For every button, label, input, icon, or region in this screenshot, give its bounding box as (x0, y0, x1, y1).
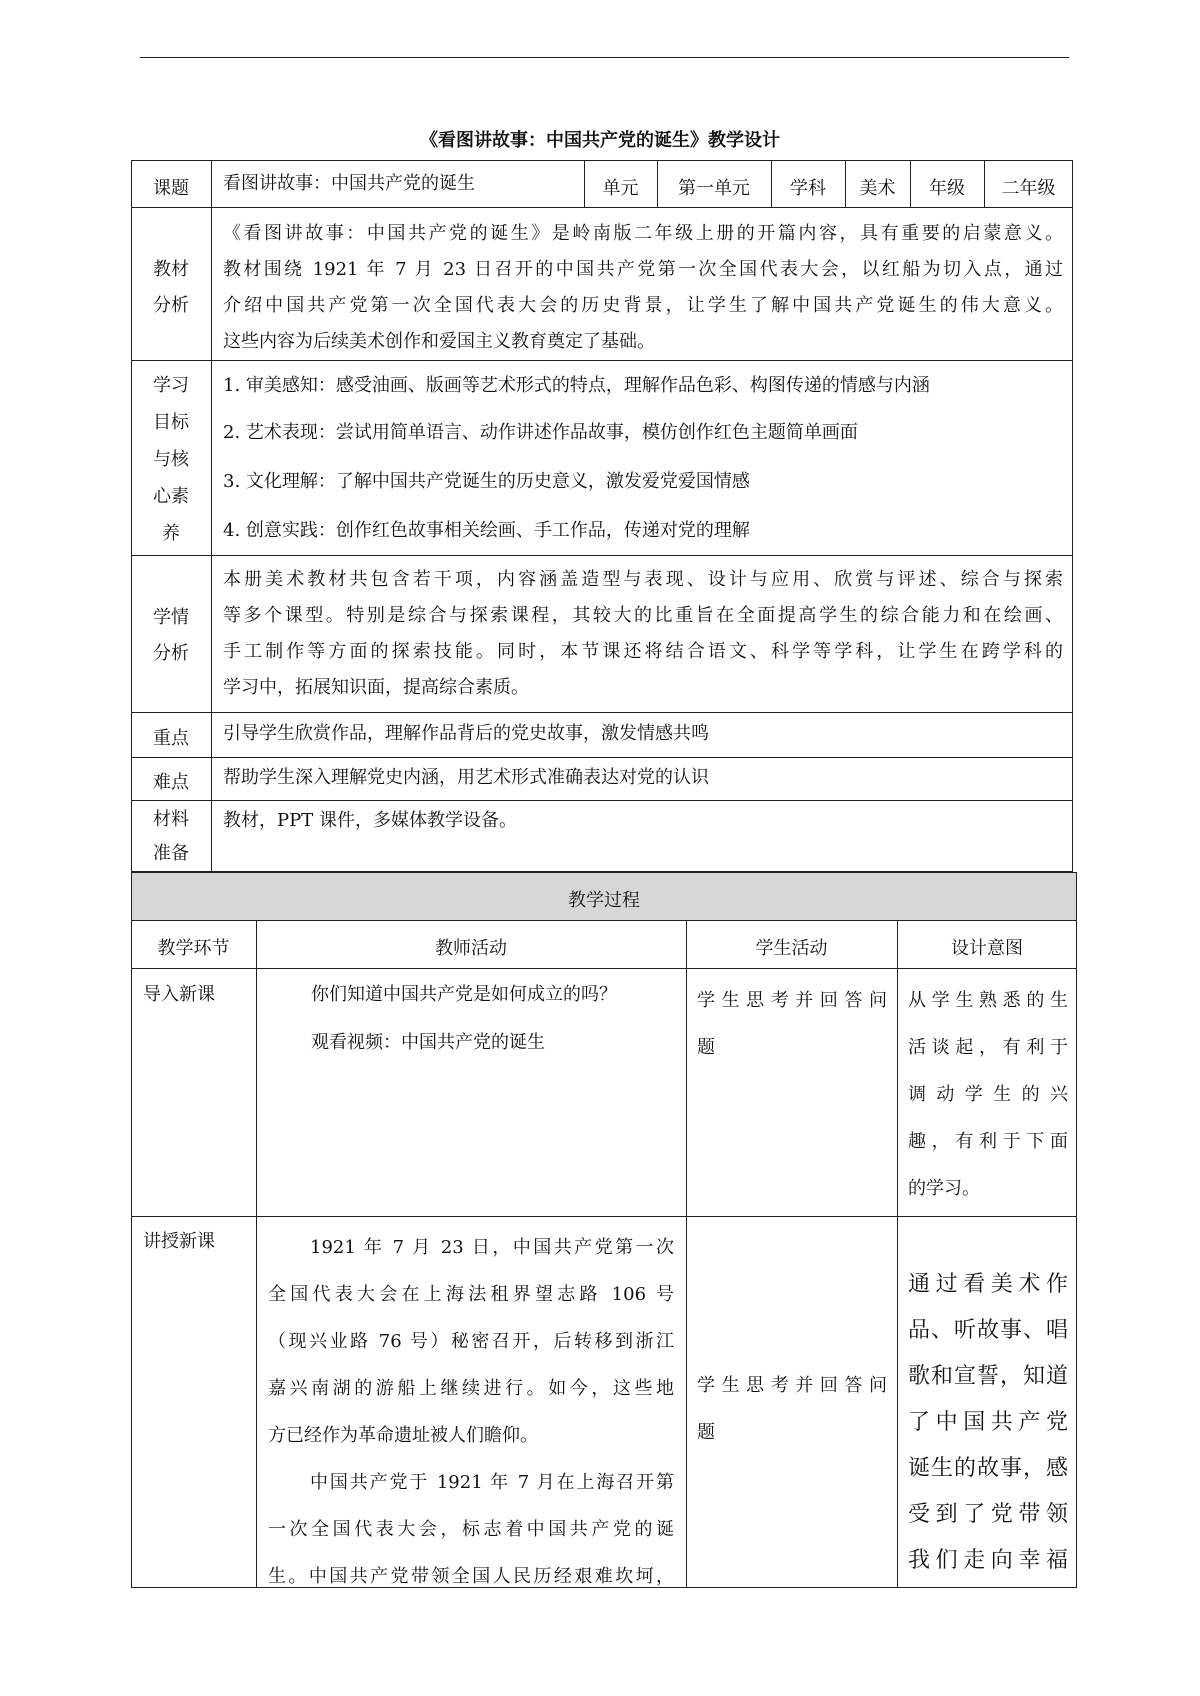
course-label: 课题 (153, 178, 189, 199)
document-title: 《看图讲故事：中国共产党的诞生》教学设计 (420, 130, 780, 151)
material-analysis-label: 教材 分析 (153, 259, 189, 316)
materials-label: 材料 准备 (153, 809, 189, 864)
difficulty-label: 难点 (153, 772, 189, 793)
material-analysis-text: 《看图讲故事：中国共产党的诞生》是岭南版二年级上册的开篇内容，具有重要的启蒙意义。 教材围绕 1921 年 7 月 23 日召开的中国共产党第一次全国代表大会，以红船为切入点，通过 介绍中国共产党第一次全国代表大会的历史背景，让学生了解中国共产党诞生的伟大意义。 这些内容为后续美术创作和爱国主义教育奠定了基础。 (223, 223, 1063, 352)
objectives-label: 学习 目标 与核 心素 养 (153, 375, 189, 544)
teacher-activity-line: 观看视频：中国共产党的诞生 (311, 1032, 545, 1053)
stage-new-lesson: 讲授新课 (143, 1231, 215, 1252)
header-stage: 教学环节 (157, 938, 230, 959)
teacher-activity-paragraph-2: 中国共产党于 1921 年 7 月在上海召开第 一次全国代表大会，标志着中国共产党的诞 生。中国共产党带领全国人民历经艰难坎坷， (268, 1472, 674, 1587)
course-value: 看图讲故事：中国共产党的诞生 (223, 173, 475, 194)
header-design-intent: 设计意图 (951, 938, 1023, 959)
stage-intro: 导入新课 (143, 984, 215, 1005)
header-teacher-activity: 教师活动 (435, 938, 507, 959)
header-student-activity: 学生活动 (755, 938, 828, 959)
materials-value: 教材，PPT 课件，多媒体教学设备。 (223, 810, 517, 831)
key-point-value: 引导学生欣赏作品，理解作品背后的党史故事，激发情感共鸣 (223, 723, 709, 744)
objective-item: 2. 艺术表现：尝试用简单语言、动作讲述作品故事，模仿创作红色主题简单画面 (223, 422, 858, 443)
header-rule (140, 57, 1069, 58)
student-activity-new-lesson: 学生思考并回答问 题 (697, 1375, 887, 1443)
unit-label: 单元 (602, 178, 639, 199)
unit-value: 第一单元 (678, 178, 750, 199)
process-title: 教学过程 (568, 890, 640, 911)
difficulty-value: 帮助学生深入理解党史内涵，用艺术形式准确表达对党的认识 (223, 767, 709, 788)
subject-label: 学科 (790, 178, 826, 199)
learner-analysis-text: 本册美术教材共包含若干项，内容涵盖造型与表现、设计与应用、欣赏与评述、综合与探索 等多个课型。特别是综合与探索课程，其较大的比重旨在全面提高学生的综合能力和在绘画、 手工制作等方面的探索技能。同时，本节课还将结合语文、科学等学科，让学生在跨学科的 学习中，拓展知识面，提高综合素质。 (223, 569, 1063, 698)
design-intent-new-lesson: 通过看美术作 品、听故事、唱 歌和宣誓，知道 了中国共产党 诞生的故事，感 受到了党带领 我们走向幸福 (908, 1272, 1068, 1573)
learner-analysis-label: 学情 分析 (153, 607, 189, 664)
subject-value: 美术 (859, 178, 896, 199)
grade-label: 年级 (929, 178, 965, 199)
objective-item: 1. 审美感知：感受油画、版画等艺术形式的特点，理解作品色彩、构图传递的情感与内涵 (223, 375, 930, 396)
key-point-label: 重点 (153, 728, 189, 749)
teacher-activity-line: 你们知道中国共产党是如何成立的吗？ (311, 984, 617, 1005)
grade-value: 二年级 (1001, 178, 1056, 199)
design-intent-intro: 从学生熟悉的生 活谈起，有利于 调动学生的兴 趣，有利于下面 的学习。 (908, 990, 1068, 1199)
student-activity-intro: 学生思考并回答问 题 (697, 990, 887, 1058)
objective-item: 4. 创意实践：创作红色故事相关绘画、手工作品，传递对党的理解 (223, 520, 750, 541)
objective-item: 3. 文化理解：了解中国共产党诞生的历史意义，激发爱党爱国情感 (223, 471, 750, 492)
teacher-activity-paragraph-1: 1921 年 7 月 23 日，中国共产党第一次 全国代表大会在上海法租界望志路 106 号 （现兴业路 76 号）秘密召开，后转移到浙江 嘉兴南湖的游船上继续进行。如今，这些地 方已经作为革命遗址被人们瞻仰。 (268, 1237, 674, 1446)
